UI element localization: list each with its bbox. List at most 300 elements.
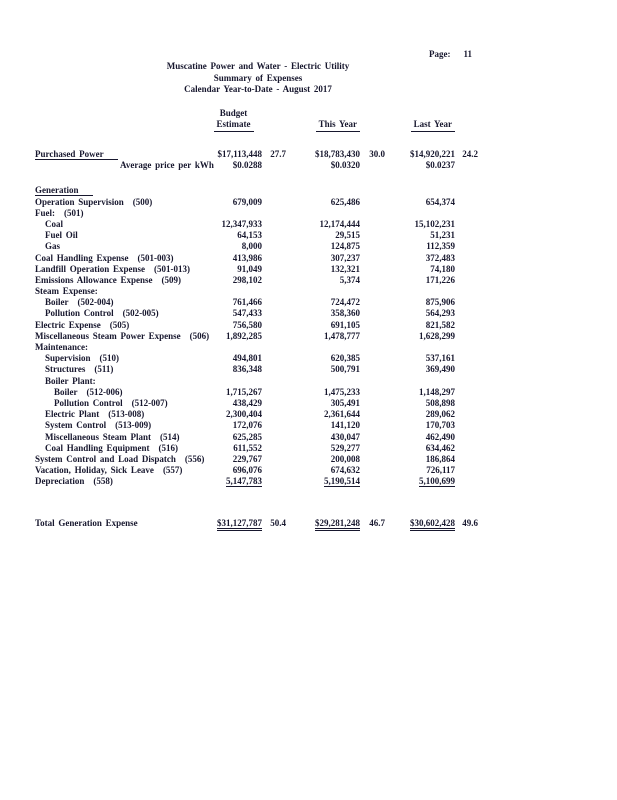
budget-value-cell xyxy=(205,241,262,252)
budget-value-cell xyxy=(205,264,262,275)
row-label-cell xyxy=(35,286,205,297)
row-label-cell xyxy=(35,454,205,465)
last-year-pct-cell xyxy=(455,443,478,454)
budget-value: 8,000 xyxy=(241,241,262,252)
this-year-value-cell xyxy=(286,387,360,398)
this-year-pct-cell xyxy=(360,297,385,308)
last-year-header-label: Last Year xyxy=(411,119,455,132)
row-label: Steam Expense: xyxy=(35,286,98,297)
budget-value: 696,076 xyxy=(232,465,262,476)
this-year-pct-cell xyxy=(360,149,385,160)
row-label: Fuel Oil xyxy=(45,230,78,241)
this-year-pct-cell xyxy=(360,219,385,230)
this-year-value: 1,478,777 xyxy=(324,330,360,341)
budget-value: 91,049 xyxy=(237,263,262,274)
budget-pct-cell xyxy=(262,230,286,241)
last-year-value: 170,703 xyxy=(425,420,455,431)
row-label-cell xyxy=(35,197,205,208)
this-year-value: 141,120 xyxy=(330,420,360,431)
budget-value-cell xyxy=(205,219,262,230)
budget-value-cell xyxy=(205,476,262,487)
last-year-value-cell xyxy=(385,432,455,443)
this-year-pct-cell xyxy=(360,353,385,364)
row-label: Electric Expense xyxy=(35,319,101,330)
budget-value-cell xyxy=(205,197,262,208)
budget-pct-cell xyxy=(262,387,286,398)
page-number: 11 xyxy=(463,49,473,59)
this-year-value: 132,321 xyxy=(330,263,360,274)
last-year-value-cell xyxy=(385,476,455,487)
last-year-value-cell xyxy=(385,253,455,264)
last-year-value: 51,231 xyxy=(430,230,455,241)
last-year-value-cell xyxy=(385,443,455,454)
row-label-cell xyxy=(35,376,205,387)
last-year-value-cell xyxy=(385,409,455,420)
account-code: (513-009) xyxy=(115,420,152,431)
last-year-value: 1,628,299 xyxy=(419,330,455,341)
row-label: Boiler xyxy=(45,297,69,308)
this-year-header-label: This Year xyxy=(316,119,360,132)
last-year-value-cell xyxy=(385,518,455,529)
this-year-pct-cell xyxy=(360,197,385,208)
budget-value: $17,113,448 xyxy=(217,149,262,159)
budget-value-cell xyxy=(205,364,262,375)
this-year-value: 724,472 xyxy=(330,297,360,308)
last-year-pct-cell xyxy=(455,219,478,230)
budget-pct-header xyxy=(262,103,286,132)
last-year-value-cell xyxy=(385,308,455,319)
table-row xyxy=(35,275,478,286)
row-label-cell xyxy=(35,275,205,286)
table-row xyxy=(35,286,478,297)
row-label-cell xyxy=(35,353,205,364)
last-year-value: 726,117 xyxy=(426,465,455,476)
last-year-pct-cell xyxy=(455,454,478,465)
last-year-value: 654,374 xyxy=(425,196,455,207)
last-year-value-cell xyxy=(385,230,455,241)
this-year-pct-cell xyxy=(360,185,385,196)
last-year-value: 462,490 xyxy=(425,431,455,442)
table-row xyxy=(35,197,478,208)
budget-value-cell xyxy=(205,454,262,465)
budget-value-cell xyxy=(205,376,262,387)
this-year-value: 307,237 xyxy=(330,252,360,263)
account-code: (501) xyxy=(64,207,84,218)
row-label: Miscellaneous Steam Plant xyxy=(45,431,151,442)
table-row xyxy=(35,219,478,230)
budget-pct-cell xyxy=(262,353,286,364)
last-year-value-cell xyxy=(385,342,455,353)
budget-pct-cell xyxy=(262,398,286,409)
last-year-pct-cell xyxy=(455,387,478,398)
budget-value-cell xyxy=(205,297,262,308)
this-year-pct-cell xyxy=(360,275,385,286)
row-label-cell xyxy=(35,308,205,319)
row-label: Boiler xyxy=(54,386,78,397)
this-year-pct-cell xyxy=(360,376,385,387)
this-year-value: 200,008 xyxy=(330,453,360,464)
budget-value: 438,429 xyxy=(232,397,262,408)
this-year-pct-cell xyxy=(360,230,385,241)
row-label: Pollution Control xyxy=(45,308,114,319)
row-label-cell xyxy=(35,364,205,375)
last-year-pct-cell xyxy=(455,160,478,171)
account-code: (501-013) xyxy=(154,263,191,274)
this-year-pct-cell xyxy=(360,476,385,487)
account-code: (511) xyxy=(94,364,114,375)
budget-value-cell xyxy=(205,230,262,241)
this-year-pct-cell xyxy=(360,253,385,264)
row-label-cell xyxy=(35,409,205,420)
budget-value-cell xyxy=(205,443,262,454)
this-year-value: $29,281,248 xyxy=(315,518,360,531)
last-year-pct-cell xyxy=(455,241,478,252)
budget-value: 836,348 xyxy=(232,364,262,375)
page-number-block xyxy=(429,49,472,59)
last-year-value: 875,906 xyxy=(425,297,455,308)
budget-value-cell xyxy=(205,398,262,409)
budget-value: 64,153 xyxy=(237,230,262,241)
table-row xyxy=(35,454,478,465)
budget-value: 2,300,404 xyxy=(226,409,262,420)
budget-value-cell xyxy=(205,465,262,476)
row-label-cell xyxy=(35,420,205,431)
budget-value: 679,009 xyxy=(232,196,262,207)
last-year-pct-cell xyxy=(455,420,478,431)
last-year-pct-cell xyxy=(455,185,478,196)
budget-pct-cell xyxy=(262,409,286,420)
this-year-value-cell xyxy=(286,264,360,275)
last-year-value: 564,293 xyxy=(425,308,455,319)
row-label-cell xyxy=(35,185,205,196)
this-year-value: $18,783,430 xyxy=(315,149,360,159)
report-title-block xyxy=(38,61,478,96)
report-title-line3: Calendar Year-to-Date - August 2017 xyxy=(184,84,332,94)
this-year-pct-cell xyxy=(360,308,385,319)
this-year-header xyxy=(286,103,360,132)
last-year-pct-cell xyxy=(455,208,478,219)
last-year-header xyxy=(385,103,455,132)
budget-value-cell xyxy=(205,149,262,160)
budget-value: 5,147,783 xyxy=(226,476,262,487)
last-year-value-cell xyxy=(385,297,455,308)
table-row xyxy=(35,465,478,476)
table-row xyxy=(35,241,478,252)
this-year-value: 12,174,444 xyxy=(319,218,360,229)
this-year-value-cell xyxy=(286,420,360,431)
budget-pct-cell xyxy=(262,465,286,476)
budget-value-cell xyxy=(205,409,262,420)
table-row xyxy=(35,253,478,264)
row-label-cell xyxy=(35,432,205,443)
table-row xyxy=(35,308,478,319)
last-year-value-cell xyxy=(385,398,455,409)
budget-pct-cell xyxy=(262,185,286,196)
this-year-pct-cell xyxy=(360,443,385,454)
this-year-value-cell xyxy=(286,476,360,487)
table-row xyxy=(35,420,478,431)
row-label-cell xyxy=(35,241,205,252)
this-year-value-cell xyxy=(286,275,360,286)
budget-pct-cell xyxy=(262,241,286,252)
row-label: Vacation, Holiday, Sick Leave xyxy=(35,465,154,476)
this-year-value: 529,277 xyxy=(330,442,360,453)
last-year-value-cell xyxy=(385,160,455,171)
last-year-pct-cell xyxy=(455,197,478,208)
this-year-value-cell xyxy=(286,219,360,230)
row-label-cell xyxy=(35,219,205,230)
last-year-pct-cell xyxy=(455,353,478,364)
last-year-value-cell xyxy=(385,264,455,275)
this-year-value-cell xyxy=(286,443,360,454)
budget-value: 172,076 xyxy=(232,420,262,431)
row-label: Pollution Control xyxy=(54,397,123,408)
budget-value-cell xyxy=(205,387,262,398)
budget-pct-cell xyxy=(262,376,286,387)
column-headers xyxy=(35,103,478,132)
row-label-cell xyxy=(35,398,205,409)
report-title-line2: Summary of Expenses xyxy=(213,72,303,83)
this-year-value: 5,190,514 xyxy=(324,476,360,487)
last-year-value: 289,062 xyxy=(425,409,455,420)
last-year-pct-cell xyxy=(455,465,478,476)
this-year-pct-cell xyxy=(360,465,385,476)
this-year-value-cell xyxy=(286,364,360,375)
row-label: Fuel: xyxy=(35,207,55,218)
budget-pct-cell xyxy=(262,297,286,308)
table-row xyxy=(35,476,478,487)
budget-pct-cell xyxy=(262,308,286,319)
this-year-pct-cell xyxy=(360,286,385,297)
budget-value-cell xyxy=(205,185,262,196)
last-year-value: 5,100,699 xyxy=(419,476,455,487)
row-label: System Control xyxy=(45,420,107,431)
table-row xyxy=(35,518,478,529)
table-row xyxy=(35,264,478,275)
this-year-value: 2,361,644 xyxy=(324,409,360,420)
last-year-value: 1,148,297 xyxy=(419,386,455,397)
this-year-pct-cell xyxy=(360,420,385,431)
budget-pct-cell xyxy=(262,432,286,443)
budget-value: 611,552 xyxy=(233,442,262,453)
this-year-value-cell xyxy=(286,253,360,264)
budget-value-cell xyxy=(205,353,262,364)
row-label: Coal xyxy=(45,218,63,229)
row-label: Purchased Power xyxy=(35,149,118,160)
last-year-value-cell xyxy=(385,241,455,252)
this-year-pct: 30.0 xyxy=(369,149,385,159)
budget-pct-cell xyxy=(262,420,286,431)
this-year-pct-cell xyxy=(360,518,385,529)
budget-value: 298,102 xyxy=(232,274,262,285)
account-code: (509) xyxy=(161,274,182,285)
last-year-value-cell xyxy=(385,364,455,375)
row-label: Electric Plant xyxy=(45,409,100,420)
last-year-pct-cell xyxy=(455,149,478,160)
last-year-value-cell xyxy=(385,185,455,196)
last-year-value: 171,226 xyxy=(425,274,455,285)
budget-pct-cell xyxy=(262,208,286,219)
budget-pct-cell xyxy=(262,286,286,297)
row-label-cell xyxy=(35,320,205,331)
this-year-pct-cell xyxy=(360,160,385,171)
this-year-value: 625,486 xyxy=(330,196,360,207)
budget-value: 12,347,933 xyxy=(221,218,262,229)
budget-value-cell xyxy=(205,208,262,219)
table-row xyxy=(35,432,478,443)
this-year-value: 358,360 xyxy=(330,308,360,319)
row-label: Structures xyxy=(45,364,86,375)
budget-value: 756,580 xyxy=(232,319,262,330)
this-year-value: 1,475,233 xyxy=(324,386,360,397)
account-code: (506) xyxy=(189,330,210,341)
row-label-cell xyxy=(35,387,205,398)
this-year-value-cell xyxy=(286,297,360,308)
table-row xyxy=(35,398,478,409)
this-year-value: 691,105 xyxy=(330,319,360,330)
this-year-value-cell xyxy=(286,398,360,409)
budget-estimate-header xyxy=(205,103,262,132)
last-year-pct: 49.6 xyxy=(462,518,478,529)
budget-value-cell xyxy=(205,342,262,353)
account-code: (512-007) xyxy=(131,397,168,408)
last-year-value-cell xyxy=(385,454,455,465)
last-year-pct-cell xyxy=(455,253,478,264)
table-row xyxy=(35,230,478,241)
this-year-value-cell xyxy=(286,432,360,443)
last-year-value: $30,602,428 xyxy=(410,518,455,531)
budget-value-cell xyxy=(205,420,262,431)
budget-value-cell xyxy=(205,286,262,297)
account-code: (500) xyxy=(132,196,153,207)
budget-pct-cell xyxy=(262,149,286,160)
this-year-value: 430,047 xyxy=(330,431,360,442)
last-year-value: 186,864 xyxy=(425,453,455,464)
row-label: Total Generation Expense xyxy=(35,518,138,529)
table-row xyxy=(35,364,478,375)
last-year-value-cell xyxy=(385,465,455,476)
table-row xyxy=(35,443,478,454)
row-label-cell xyxy=(35,160,214,171)
row-label-cell xyxy=(35,465,205,476)
budget-pct-cell xyxy=(262,253,286,264)
this-year-value-cell xyxy=(286,185,360,196)
last-year-value-cell xyxy=(385,420,455,431)
last-year-pct-cell xyxy=(455,376,478,387)
this-year-value-cell xyxy=(286,342,360,353)
table-row xyxy=(35,353,478,364)
table-row xyxy=(35,208,478,219)
row-label-cell xyxy=(35,443,205,454)
budget-pct: 27.7 xyxy=(270,149,286,159)
account-code: (514) xyxy=(160,431,180,442)
last-year-value-cell xyxy=(385,219,455,230)
budget-value: 413,986 xyxy=(232,252,262,263)
last-year-value: 112,359 xyxy=(426,241,455,252)
account-code: (501-003) xyxy=(137,252,174,263)
this-year-pct-cell xyxy=(360,387,385,398)
last-year-pct-cell xyxy=(455,264,478,275)
this-year-value-cell xyxy=(286,465,360,476)
this-year-pct-cell xyxy=(360,364,385,375)
this-year-value-cell xyxy=(286,241,360,252)
account-code: (557) xyxy=(162,465,183,476)
this-year-value: $0.0320 xyxy=(330,160,360,171)
this-year-value-cell xyxy=(286,160,360,171)
last-year-value: $0.0237 xyxy=(425,160,455,171)
account-code: (502-005) xyxy=(122,308,159,319)
row-label: Boiler Plant: xyxy=(45,375,96,386)
budget-pct-cell xyxy=(262,454,286,465)
account-code: (505) xyxy=(109,319,130,330)
last-year-pct-cell xyxy=(455,230,478,241)
last-year-pct-cell xyxy=(455,518,478,529)
this-year-value-cell xyxy=(286,320,360,331)
row-label-cell xyxy=(35,476,205,487)
budget-header-top: Budget xyxy=(219,108,248,118)
last-year-value-cell xyxy=(385,149,455,160)
this-year-pct-cell xyxy=(360,264,385,275)
this-year-value-cell xyxy=(286,230,360,241)
this-year-pct-cell xyxy=(360,331,385,342)
last-year-pct-cell xyxy=(455,476,478,487)
last-year-value-cell xyxy=(385,208,455,219)
budget-value: 761,466 xyxy=(232,297,262,308)
this-year-pct-cell xyxy=(360,432,385,443)
row-label: Average price per kWh xyxy=(120,160,214,171)
last-year-value-cell xyxy=(385,387,455,398)
budget-pct-cell xyxy=(262,518,286,529)
this-year-value: 305,491 xyxy=(330,397,360,408)
budget-pct-cell xyxy=(262,476,286,487)
budget-value: 547,433 xyxy=(232,308,262,319)
budget-pct-cell xyxy=(262,331,286,342)
table-row xyxy=(35,342,478,353)
last-year-value: 537,161 xyxy=(425,353,455,364)
last-year-pct-cell xyxy=(455,275,478,286)
page-label: Page: xyxy=(429,49,451,59)
last-year-value: 372,483 xyxy=(425,252,455,263)
table-row xyxy=(35,409,478,420)
budget-header-bottom: Estimate xyxy=(214,119,254,132)
row-label: Landfill Operation Expense xyxy=(35,263,146,274)
this-year-pct-cell xyxy=(360,208,385,219)
this-year-value: 500,791 xyxy=(330,364,360,375)
account-code: (558) xyxy=(93,476,113,487)
row-label: Coal Handling Expense xyxy=(35,252,129,263)
budget-value: 1,715,267 xyxy=(226,386,262,397)
last-year-pct-cell xyxy=(455,320,478,331)
budget-value-cell xyxy=(205,253,262,264)
row-label-cell xyxy=(35,330,210,342)
this-year-pct-cell xyxy=(360,320,385,331)
account-code: (512-006) xyxy=(86,386,123,397)
this-year-value: 674,632 xyxy=(330,465,360,476)
this-year-pct-cell xyxy=(360,241,385,252)
last-year-value-cell xyxy=(385,286,455,297)
row-label: System Control and Load Dispatch xyxy=(35,453,176,464)
this-year-pct-cell xyxy=(360,342,385,353)
account-code: (502-004) xyxy=(77,297,114,308)
row-label: Depreciation xyxy=(35,476,85,487)
last-year-value: 821,582 xyxy=(425,319,455,330)
last-year-value: 369,490 xyxy=(425,364,455,375)
account-code: (556) xyxy=(184,453,205,464)
budget-pct: 50.4 xyxy=(270,518,286,529)
row-label-cell xyxy=(35,230,205,241)
table-row xyxy=(35,376,478,387)
row-label-cell xyxy=(35,342,205,353)
